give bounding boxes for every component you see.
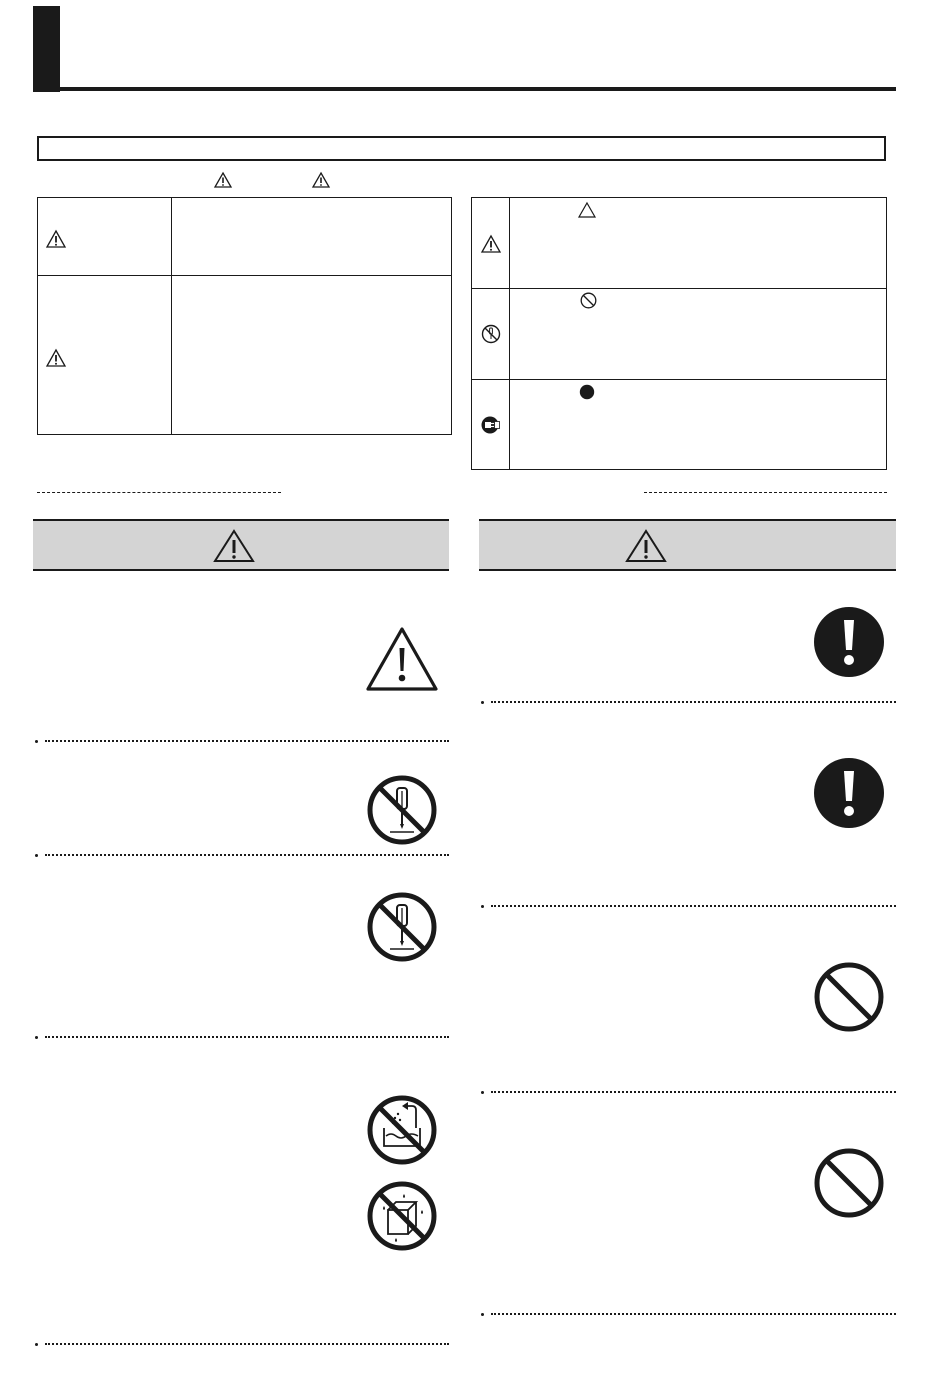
warning-triangle-icon — [213, 529, 255, 563]
bullet — [35, 740, 38, 743]
bullet — [481, 905, 484, 908]
table-row — [38, 198, 451, 276]
dashed-divider-right — [644, 492, 887, 493]
dotted-divider — [45, 1036, 449, 1038]
table-row — [472, 289, 886, 380]
table-row — [472, 380, 886, 469]
filled-circle-icon — [579, 384, 595, 400]
dotted-divider — [491, 701, 896, 703]
warning-triangle-icon — [481, 235, 501, 253]
table-cell-symbol — [472, 198, 510, 288]
dotted-divider — [45, 854, 449, 856]
unplug-mandatory-icon — [480, 415, 502, 435]
prohibition-icon — [813, 961, 885, 1033]
mandatory-action-icon — [813, 757, 885, 829]
bullet — [35, 854, 38, 857]
warning-section-header — [33, 519, 449, 571]
legend-caution-icon — [312, 172, 330, 188]
dashed-divider-left — [37, 492, 281, 493]
dotted-divider — [491, 1313, 896, 1315]
warning-section-header — [479, 519, 896, 571]
table-cell-label — [38, 198, 172, 275]
bullet — [481, 1313, 484, 1316]
no-disassembly-icon — [366, 891, 438, 963]
signal-word-table — [37, 197, 452, 435]
table-cell-symbol — [472, 380, 510, 469]
bullet — [481, 1091, 484, 1094]
bullet — [481, 701, 484, 704]
dotted-divider — [491, 905, 896, 907]
no-disassembly-small-icon — [481, 324, 501, 344]
table-row — [472, 198, 886, 289]
mandatory-action-icon — [813, 606, 885, 678]
header-black-tab — [33, 6, 60, 92]
table-row — [38, 276, 451, 434]
no-disassembly-icon — [366, 774, 438, 846]
dotted-divider — [45, 740, 449, 742]
warning-triangle-icon — [625, 529, 667, 563]
large-warning-triangle-icon — [365, 626, 439, 692]
caution-triangle-icon — [46, 349, 66, 367]
table-cell-label — [38, 276, 172, 434]
triangle-outline-icon — [578, 202, 596, 218]
prohibition-icon — [813, 1147, 885, 1219]
symbol-table — [471, 197, 887, 470]
legend-warning-icon — [214, 172, 232, 188]
dotted-divider — [45, 1343, 449, 1345]
intro-box — [37, 136, 886, 161]
prohibition-outline-icon — [580, 292, 597, 309]
table-cell-symbol — [472, 289, 510, 379]
no-water-splash-icon — [366, 1094, 438, 1166]
no-wet-box-icon — [366, 1180, 438, 1252]
bullet — [35, 1036, 38, 1039]
dotted-divider — [491, 1091, 896, 1093]
bullet — [35, 1343, 38, 1346]
warning-triangle-icon — [46, 230, 66, 248]
header-rule — [33, 87, 896, 91]
